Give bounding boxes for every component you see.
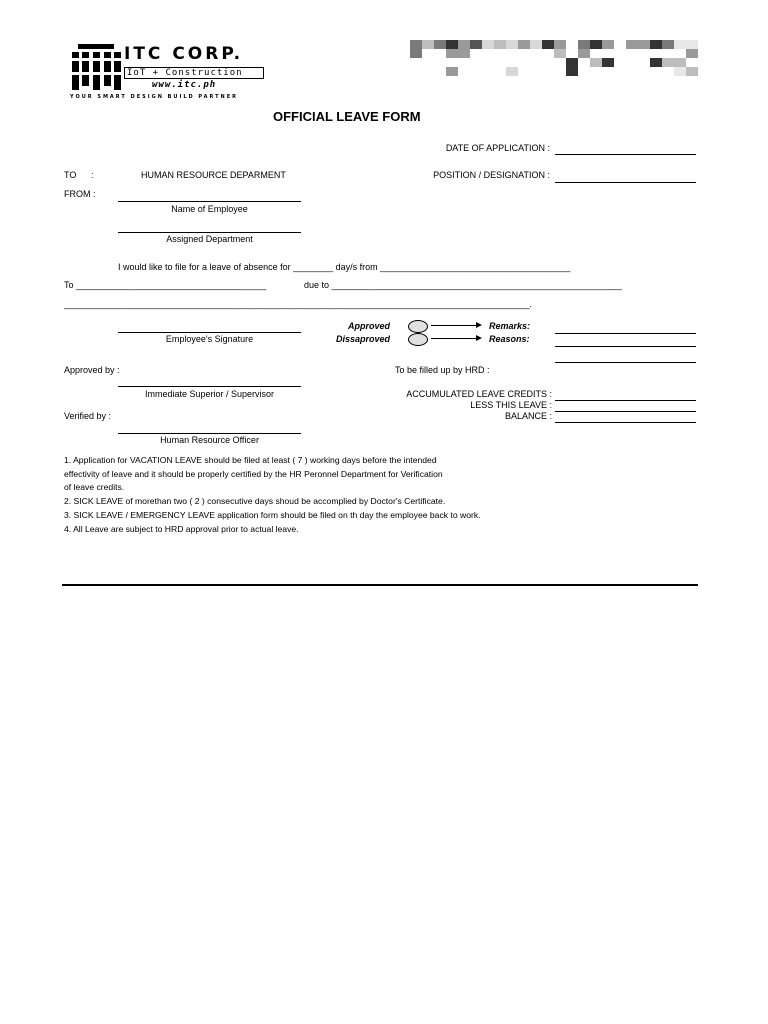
hr-officer-caption: Human Resource Officer (160, 435, 259, 445)
mosaic-tile (410, 49, 422, 58)
remarks-field[interactable] (555, 333, 696, 334)
to-value: HUMAN RESOURCE DEPARMENT (141, 170, 286, 180)
logo-subtitle: IoT + Construction (124, 67, 264, 79)
logo-url: www.itc.ph (152, 80, 217, 90)
reasons-field-2[interactable] (555, 362, 696, 363)
to-label: TO (64, 170, 77, 180)
accumulated-credits-label: ACCUMULATED LEAVE CREDITS : (406, 389, 552, 399)
decorative-mosaic (410, 40, 698, 76)
mosaic-tile (554, 40, 566, 49)
mosaic-tile (458, 40, 470, 49)
date-of-application-label: DATE OF APPLICATION : (445, 143, 550, 153)
mosaic-tile (602, 58, 614, 67)
mosaic-tile (590, 58, 602, 67)
disapproved-option[interactable] (408, 333, 428, 346)
hrd-section-label: To be filled up by HRD : (395, 365, 490, 375)
supervisor-signature-field[interactable] (118, 386, 301, 387)
mosaic-tile (446, 49, 458, 58)
itc-logo-mark-icon (68, 42, 124, 94)
disapproved-arrow-icon (431, 338, 476, 339)
mosaic-tile (578, 49, 590, 58)
approved-option[interactable] (408, 320, 428, 333)
mosaic-tile (434, 40, 446, 49)
mosaic-tile (410, 40, 422, 49)
mosaic-tile (506, 40, 518, 49)
date-of-application-field[interactable] (555, 154, 696, 155)
supervisor-caption: Immediate Superior / Supervisor (144, 389, 275, 399)
mosaic-tile (566, 58, 578, 67)
note-line: of leave credits. (64, 482, 125, 493)
due-to-line: due to __________________________________________________________ (304, 280, 622, 290)
mosaic-tile (482, 40, 494, 49)
note-line: effectivity of leave and it should be properly certified by the HR Peronnel Department for Verification (64, 468, 443, 479)
approved-label: Approved (347, 321, 390, 331)
reasons-label: Reasons: (489, 334, 530, 344)
approved-arrow-icon (431, 325, 476, 326)
less-this-leave-label: LESS THIS LEAVE : (470, 400, 552, 410)
mosaic-tile (554, 49, 566, 58)
mosaic-tile (626, 40, 638, 49)
disapproved-arrowhead-icon (476, 335, 482, 341)
position-field[interactable] (555, 182, 696, 183)
to-date-line: To ______________________________________ (64, 280, 267, 290)
mosaic-tile (686, 67, 698, 76)
disapproved-label: Dissaproved (335, 334, 390, 344)
mosaic-tile (542, 40, 554, 49)
form-title: OFFICIAL LEAVE FORM (273, 109, 421, 124)
logo-title: ITC CORP. (124, 44, 244, 64)
balance-field[interactable] (555, 422, 696, 423)
mosaic-tile (470, 40, 482, 49)
mosaic-tile (686, 49, 698, 58)
mosaic-tile (674, 40, 686, 49)
employee-name-field[interactable] (118, 201, 301, 202)
mosaic-tile (662, 58, 674, 67)
mosaic-tile (494, 40, 506, 49)
leave-policy-notes (64, 454, 544, 536)
balance-label: BALANCE : (504, 411, 552, 421)
note-line: 3. SICK LEAVE / EMERGENCY LEAVE application form should be filed on th day the employee back to work. (64, 509, 481, 520)
note-line: 4. All Leave are subject to HRD approval prior to actual leave. (64, 523, 299, 534)
signature-caption: Employee's Signature (165, 334, 254, 344)
verified-by-label: Verified by : (64, 411, 112, 421)
hr-officer-signature-field[interactable] (118, 433, 301, 434)
mosaic-tile (674, 67, 686, 76)
mosaic-tile (518, 40, 530, 49)
mosaic-tile (650, 40, 662, 49)
reasons-field[interactable] (555, 346, 696, 347)
remarks-label: Remarks: (489, 321, 531, 331)
mosaic-tile (638, 40, 650, 49)
mosaic-tile (446, 67, 458, 76)
approved-arrowhead-icon (476, 322, 482, 328)
department-caption: Assigned Department (166, 234, 253, 244)
mosaic-tile (590, 40, 602, 49)
employee-name-caption: Name of Employee (171, 204, 248, 214)
reason-continuation-line: _____________________________________________________________________________________________. (64, 299, 532, 309)
from-label: FROM : (64, 189, 96, 199)
logo-tagline: YOUR SMART DESIGN BUILD PARTNER (70, 94, 238, 100)
mosaic-tile (686, 40, 698, 49)
mosaic-tile (602, 40, 614, 49)
mosaic-tile (566, 67, 578, 76)
bottom-divider (62, 584, 698, 586)
mosaic-tile (422, 40, 434, 49)
leave-request-text: I would like to file for a leave of absence for ________ day/s from ______________________________________ (118, 262, 571, 272)
accumulated-credits-field[interactable] (555, 400, 696, 401)
to-colon: : (91, 170, 94, 180)
note-line: 2. SICK LEAVE of morethan two ( 2 ) consecutive days shoud be accomplied by Doctor's Certificate. (64, 496, 446, 507)
mosaic-tile (446, 40, 458, 49)
department-field[interactable] (118, 232, 301, 233)
mosaic-tile (530, 40, 542, 49)
mosaic-tile (674, 58, 686, 67)
less-this-leave-field[interactable] (555, 411, 696, 412)
company-logo (66, 42, 266, 104)
signature-field[interactable] (118, 332, 301, 333)
mosaic-tile (650, 58, 662, 67)
note-line: 1. Application for VACATION LEAVE should be filed at least ( 7 ) working days before the intended (64, 455, 437, 465)
approved-by-label: Approved by : (64, 365, 120, 375)
position-label: POSITION / DESIGNATION : (433, 170, 550, 180)
mosaic-tile (578, 40, 590, 49)
mosaic-tile (458, 49, 470, 58)
mosaic-tile (662, 40, 674, 49)
mosaic-tile (506, 67, 518, 76)
